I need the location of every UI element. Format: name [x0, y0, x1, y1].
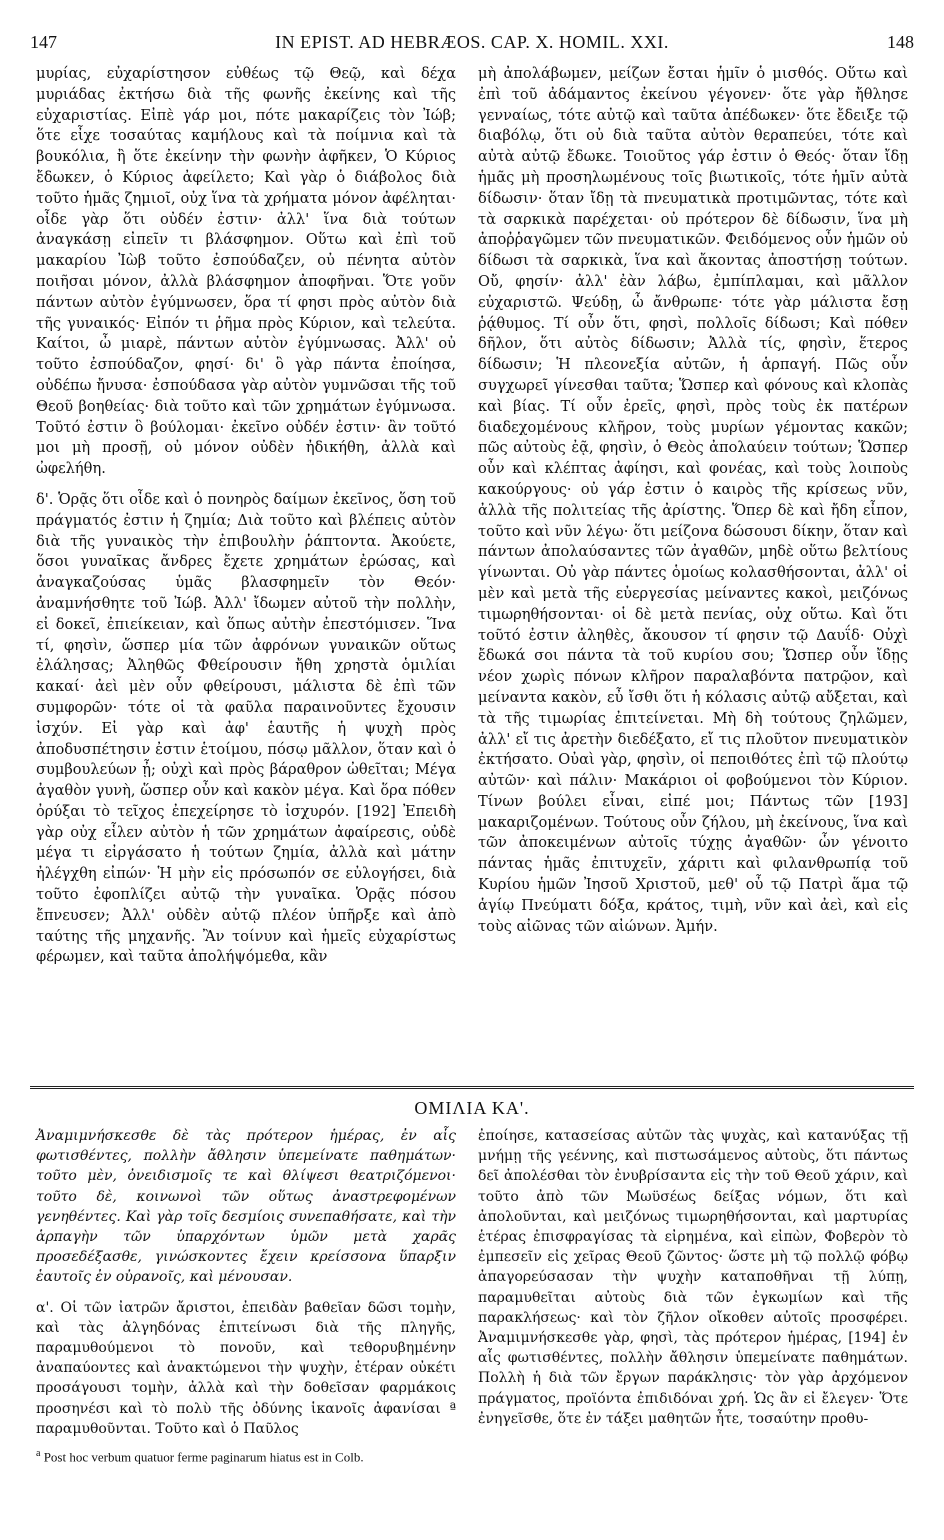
left-column-bottom [36, 1126, 456, 1465]
section-divider [30, 1086, 914, 1089]
paragraph: δ'. Ὁρᾷς ὅτι οἶδε καὶ ὁ πονηρὸς δαίμων ἐκεῖνος, ὅση τοῦ πράγματός ἐστιν ἡ ζημία; Διὰ τοῦτο καὶ βλέπεις αὐτὸν διὰ τῆς γυναικὸς τὴν ἐπιβουλὴν ῥάπτοντα. Ἀκούετε, ὅσοι γυναῖκας ἄνδρες ἔχετε χρημάτων ἐρώσας, καὶ ἀναγκαζούσας ὑμᾶς βλασφημεῖν τὸν Θεόν· ἀναμνήσθητε τοῦ Ἰώβ. Ἀλλ' ἴδωμεν αὐτοῦ τὴν πολλὴν, εἰ δοκεῖ, ἐπιείκειαν, καὶ ὅπως αὐτὴν ἐπεστόμισεν. Ἵνα τί, φησὶν, ὥσπερ μία τῶν ἀφρόνων γυναικῶν οὕτως ἐλάλησας; Ἀληθῶς Φθείρουσιν ἤθη χρηστὰ ὁμιλίαι κακαί· ἀεὶ μὲν οὖν φθείρουσι, μάλιστα δὲ ἐπὶ τῶν συμφορῶν· τότε οἱ τὰ φαῦλα παραινοῦντες ἔχουσιν ἰσχύν. Εἰ γὰρ καὶ ἀφ' ἑαυτῆς ἡ ψυχὴ πρὸς ἀποδυσπέτησιν ἐστιν ἑτοίμου, πόσῳ μᾶλλον, ὅταν καὶ ὁ συμβουλεύων ᾖ; οὐχὶ καὶ πρὸς βάραθρον ὠθεῖται; Μέγα ἀγαθὸν γυνὴ, ὥσπερ οὖν καὶ κακὸν μέγα. Καὶ ὅρα πόθεν ὀρύξαι τὸ τεῖχος ἐπεχείρησε τὸ ἰσχυρόν. [192] Ἐπειδὴ γὰρ οὐχ εἷλεν αὐτὸν ἡ τῶν χρημάτων ἀφαίρεσις, οὐδὲ μέγα τι εἰργάσατο ἡ τούτων ζημία, ἀλλὰ καὶ μάτην ἠλέγχθη εἰπών· Ἡ μὴν εἰς πρόσωπόν σε εὐλογήσει, διὰ τοῦτο ἐφοπλίζει αὐτῷ τὴν γυναῖκα. Ὁρᾷς πόσου ἔπνευσεν; Ἀλλ' οὐδὲν αὐτῷ πλέον ὑπῆρξε καὶ ἀπὸ ταύτης τῆς μηχανῆς. Ἂν τοίνυν καὶ ἡμεῖς εὐχαρίστως φέρωμεν, καὶ ταῦτα ἀπολήψόμεθα, κἂν [36, 490, 456, 966]
homily-title: ΟΜΙΛΙΑ ΚΑ'. [414, 1098, 530, 1118]
right-column-bottom [478, 1126, 908, 1429]
left-column-top [36, 64, 456, 968]
paragraph: ἐποίησε, κατασείσας αὐτῶν τὰς ψυχὰς, καὶ κατανύξας τῇ μνήμῃ τῆς γεέννης, καὶ πιστωσάμενος αὐτοὺς, ὅτι πάντως δεῖ ἀπολέσθαι τὸν ἐνυβρίσαντα εἰς τὴν τοῦ Θεοῦ χάριν, καὶ τοῦτο ἀπὸ τῶν Μωϋσέως δείξας νόμων, ὅτι καὶ ἀπολοῦνται, καὶ μειζόνως τιμωρηθήσονται, καὶ μαρτυρίας ἑτέρας ἐπισφραγίσας τὰ εἰρημένα, καὶ εἰπὼν, Φοβερὸν τὸ ἐμπεσεῖν εἰς χεῖρας Θεοῦ ζῶντος· ὥστε μὴ τῷ πολλῷ φόβῳ ἀπαγορεύσασαν τὴν ψυχὴν καταποθῆναι τῇ λύπῃ, παραμυθεῖται αὐτοὺς διὰ τῶν ἐγκωμίων καὶ τῆς παρακλήσεως· καὶ τὸν ζῆλον οἴκοθεν αὐτοῖς προσφέρει. Ἀναμιμνήσκεσθε γὰρ, φησὶ, τὰς πρότερον ἡμέρας, [194] ἐν αἷς φωτισθέντες, πολλὴν ἄθλησιν ὑπεμείνατε παθημάτων. Πολλὴ ἡ διὰ τῶν ἔργων παράκλησις· τὸν γὰρ ἀρχόμενον πράγματος, προϊόντα ἐπιδιδόναι χρή. Ὡς ἂν εἰ ἔλεγεν· Ὅτε ἐνηγεῖσθε, ὅτε ἐν τάξει μαθητῶν ἦτε, τοσαύτην προθυ- [478, 1128, 908, 1427]
footnote-mark: a [36, 1448, 41, 1460]
page-number-left: 147 [30, 32, 57, 52]
paragraph: μὴ ἀπολάβωμεν, μείζων ἔσται ἡμῖν ὁ μισθός. Οὕτω καὶ ἐπὶ τοῦ ἀδάμαντος ἐκείνου γέγονεν· ὅτε γὰρ ἤθλησε γενναίως, τότε αὐτῷ καὶ ταῦτα ἀπέδωκεν· ὅτε ἔδειξε τῷ διαβόλῳ, ὅτι οὐ διὰ ταῦτα αὐτὸν θεραπεύει, τότε καὶ αὐτὰ αὐτῷ ἔδωκε. Τοιοῦτος γάρ ἐστιν ὁ Θεός· ὅταν ἴδῃ ἡμᾶς μὴ προσηλωμένους τοῖς βιωτικοῖς, τότε ἡμῖν αὐτὰ δίδωσιν· ὅταν ἴδῃ τὰ πνευματικὰ προτιμῶντας, τότε καὶ τὰ σαρκικὰ παρέχεται· οὐ πρότερον δὲ δίδωσιν, ἵνα μὴ ἀποῤῥαγῶμεν τῶν πνευματικῶν. Φειδόμενος οὖν ἡμῶν οὐ δίδωσι τὰ σαρκικὰ, ἵνα καὶ ἄκοντας ἀποστήσῃ τούτων. Οὔ, φησίν· ἀλλ' ἐὰν λάβω, ἐμπίπλαμαι, καὶ μᾶλλον εὐχαριστῶ. Ψεύδῃ, ὦ ἄνθρωπε· τότε γὰρ μάλιστα ἔσῃ ῥᾴθυμος. Τί οὖν ὅτι, φησὶ, πολλοῖς δίδωσι; Καὶ πόθεν δῆλον, ὅτι αὐτὸς δίδωσιν; Ἀλλὰ τίς, φησὶν, ἕτερος δίδωσιν; Ἡ πλεονεξία αὐτῶν, ἡ ἁρπαγή. Πῶς οὖν συγχωρεῖ γίνεσθαι ταῦτα; Ὥσπερ καὶ φόνους καὶ κλοπὰς καὶ βίας. Τί οὖν ἐρεῖς, φησὶ, πρὸς τοὺς ἐκ πατέρων διαδεχομένους κλῆρον, τοὺς μυρίων γέμοντας κακῶν; πῶς αὐτοὺς ἐᾷ, φησὶν, ὁ Θεὸς ἀπολαύειν τούτων; Ὥσπερ οὖν καὶ κλέπτας ἀφίησι, καὶ φονέας, καὶ τοὺς λοιποὺς κακούργους· οὐ γάρ ἐστιν ὁ καιρὸς τῆς κρίσεως νῦν, ἀλλὰ τῆς πολιτείας τῆς ἀρίστης. Ὅπερ δὲ καὶ ἤδη εἶπον, τοῦτο καὶ νῦν λέγω· ὅτι μείζονα δώσουσι δίκην, ὅταν καὶ πάντων ἀπολαύσαντες τῶν ἀγαθῶν, μηδὲ οὕτω βελτίους γίνωνται. Οὐ γὰρ πάντες ὁμοίως κολασθήσονται, ἀλλ' οἱ μὲν καὶ μετὰ τῆς εὐεργεσίας μείναντες κακοὶ, μειζόνως τιμωρηθήσονται· οἱ δὲ μετὰ πενίας, οὐχ οὕτω. Καὶ ὅτι τοῦτό ἐστιν ἀληθὲς, ἄκουσον τί φησιν τῷ Δαυΐδ· Οὐχὶ ἔδωκά σοι πάντα τὰ τοῦ κυρίου σου; Ὥσπερ οὖν ἴδῃς νέον χωρὶς πόνων κλῆρον παραλαβόντα πατρῷον, καὶ μείναντα κακὸν, εὖ ἴσθι ὅτι ἡ κόλασις αὐτῷ αὔξεται, καὶ τὰ τῆς τιμωρίας ἐπιτείνεται. Μὴ δὴ τούτους ζηλῶμεν, ἀλλ' εἴ τις ἀρετὴν διεδέξατο, εἴ τις πλοῦτον πνευματικὸν ἐκτήσατο. Οὐαὶ γὰρ, φησὶν, οἱ πεποιθότες ἐπὶ τῷ πλούτῳ αὐτῶν· καὶ πάλιν· Μακάριοι οἱ φοβούμενοι τὸν Κύριον. Τίνων βούλει εἶναι, εἰπέ μοι; Πάντως τῶν [193] μακαριζομένων. Τούτους οὖν ζήλου, μὴ ἐκείνους, ἵνα καὶ τῶν ἀποκειμένων αὐτοῖς τύχῃς ἀγαθῶν· ὧν γένοιτο πάντας ἡμᾶς ἐπιτυχεῖν, χάριτι καὶ φιλανθρωπίᾳ τοῦ Κυρίου ἡμῶν Ἰησοῦ Χριστοῦ, μεθ' οὗ τῷ Πατρὶ ἅμα τῷ ἁγίῳ Πνεύματι δόξα, κράτος, τιμὴ, νῦν καὶ ἀεὶ, καὶ εἰς τοὺς αἰῶνας τῶν αἰώνων. Ἀμήν. [478, 65, 908, 935]
footnote-text: Post hoc verbum quatuor ferme paginarum hiatus est in Colb. [43, 1449, 364, 1465]
running-title: IN EPIST. AD HEBRÆOS. CAP. X. HOMIL. XXI. [275, 32, 669, 52]
epigraph: Ἀναμιμνήσκεσθε δὲ τὰς πρότερον ἡμέρας, ἐν αἷς φωτισθέντες, πολλὴν ἄθλησιν ὑπεμείνατε παθημάτων· τοῦτο μὲν, ὀνειδισμοῖς τε καὶ θλίψεσι θεατριζόμενοι· τοῦτο δὲ, κοινωνοὶ τῶν οὕτως ἀναστρεφομένων γενηθέντες. Καὶ γὰρ τοῖς δεσμίοις συνεπαθήσατε, καὶ τὴν ἁρπαγὴν τῶν ὑπαρχόντων ὑμῶν μετὰ χαρᾶς προσεδέξασθε, γινώσκοντες ἔχειν κρείσσονα ὕπαρξιν ἑαυτοῖς ἐν οὐρανοῖς, καὶ μένουσαν. [36, 1128, 456, 1286]
right-column-top [478, 64, 908, 937]
running-header [30, 32, 914, 56]
paragraph: α'. Οἱ τῶν ἰατρῶν ἄριστοι, ἐπειδὰν βαθεῖαν δῶσι τομὴν, καὶ τὰς ἀλγηδόνας ἐπιτείνωσι διὰ τῆς πληγῆς, παραμυθούμενοι τὸ πονοῦν, καὶ τεθορυβημένην ἀναπαύοντες καὶ ἀνακτώμενοι τὴν ψυχὴν, ἑτέραν οὐκέτι προσάγουσι τομὴν, ἀλλὰ καὶ τὴν δοθεῖσαν φαρμάκοις προσηνέσι καὶ τὸ πολὺ τῆς ὀδύνης ἱκανοῖς ἀφανίσαι ª παραμυθοῦνται. Τοῦτο καὶ ὁ Παῦλος [36, 1299, 456, 1437]
paragraph: μυρίας, εὐχαρίστησον εὐθέως τῷ Θεῷ, καὶ δέχα μυριάδας ἐκτήσω διὰ τῆς φωνῆς ἐκείνης καὶ τῆς εὐχαριστίας. Εἰπὲ γάρ μοι, πότε μακαρίζεις τὸν Ἰώβ; ὅτε εἶχε τοσαύτας καμήλους καὶ τὰ ποίμνια καὶ τὰ βουκόλια, ἢ ὅτε ἐκείνην τὴν φωνὴν ἀφῆκεν, Ὁ Κύριος ἔδωκεν, ὁ Κύριος ἀφείλετο; Καὶ γὰρ ὁ διάβολος διὰ τοῦτο ἡμᾶς ζημιοῖ, οὐχ ἵνα τὰ χρήματα μόνον ἀφέληται· οἶδε γὰρ ὅτι οὐδέν ἐστιν· ἀλλ' ἵνα διὰ τούτων ἀναγκάσῃ εἰπεῖν τι βλάσφημον. Οὕτω καὶ ἐπὶ τοῦ μακαρίου Ἰὼβ τοῦτο ἐσπούδαζεν, οὐ πένητα αὐτὸν ποιῆσαι μόνον, ἀλλὰ βλάσφημον ἀποφῆναι. Ὅτε γοῦν πάντων αὐτὸν ἐγύμνωσεν, ὅρα τί φησι πρὸς αὐτὸν διὰ τῆς γυναικός· Εἰπόν τι ῥῆμα πρὸς Κύριον, καὶ τελεύτα. Καίτοι, ὦ μιαρὲ, πάντων αὐτὸν ἐγύμνωσας. Ἀλλ' οὐ τοῦτο ἐσπούδαζον, φησί· δι' ὃ γὰρ πάντα ἐποίησα, οὐδέπω ἤνυσα· ἐσπούδασα γὰρ αὐτὸν γυμνῶσαι τῆς τοῦ Θεοῦ βοηθείας· διὰ τοῦτο καὶ τῶν χρημάτων ἐγύμνωσα. Τοῦτό ἐστιν ὃ βούλομαι· ἐκεῖνο οὐδέν ἐστιν· ἂν τοῦτό μοι μὴ προσῇ, οὐ μόνον οὐδὲν ἠδικήθη, ἀλλὰ καὶ ὠφελήθη. [36, 65, 456, 478]
page-number-right: 148 [887, 32, 914, 52]
footnote [36, 1445, 456, 1465]
